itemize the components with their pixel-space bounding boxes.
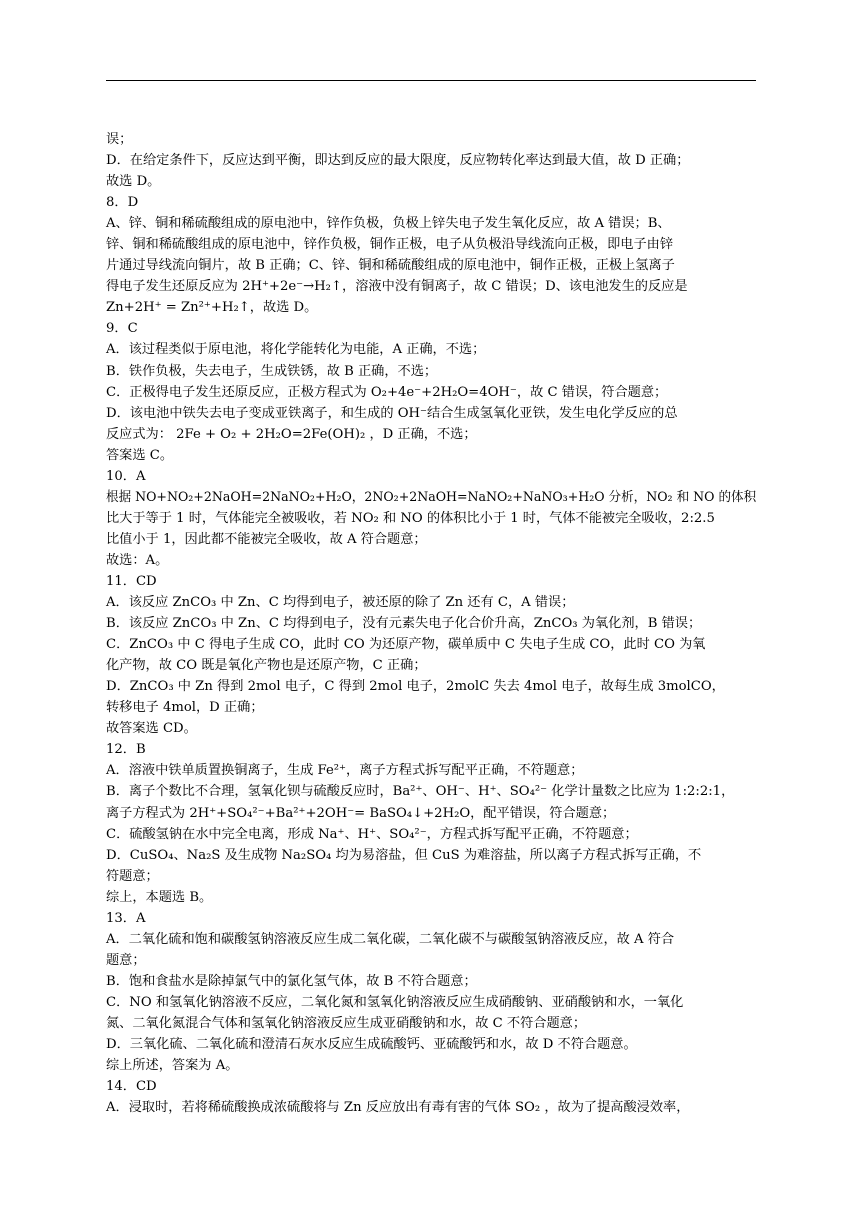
text-line: 离子方程式为 2H⁺+SO₄²⁻+Ba²⁺+2OH⁻= BaSO₄↓+2H₂O，配平错误，符合题意； — [106, 805, 616, 821]
answer-text-body — [106, 129, 756, 1118]
question-number: 8．D — [106, 195, 139, 211]
text-line: 综上，本题选 B。 — [106, 889, 213, 905]
text-line: 比大于等于 1 时，气体能完全被吸收，若 NO₂ 和 NO 的体积比小于 1 时，气体不能被完全吸收，2:2.5 — [106, 510, 715, 526]
text-line: D．三氧化硫、二氧化硫和澄清石灰水反应生成硫酸钙、亚硫酸钙和水，故 D 不符合题意。 — [106, 1037, 637, 1053]
question-number: 14．CD — [106, 1079, 157, 1095]
text-line: 比值小于 1，因此都不能被完全吸收，故 A 符合题意； — [106, 531, 427, 547]
text-line: D．ZnCO₃ 中 Zn 得到 2mol 电子，C 得到 2mol 电子，2molC 失去 4mol 电子，故每生成 3molCO， — [106, 679, 725, 695]
question-number: 10．A — [106, 468, 146, 484]
text-line: B．离子个数比不合理，氢氧化钡与硫酸反应时，Ba²⁺、OH⁻、H⁺、SO₄²⁻ 化学计量数之比应为 1:2:2:1， — [106, 784, 735, 800]
text-line: 符题意； — [106, 868, 159, 884]
text-line: 故选：A。 — [106, 552, 169, 568]
text-line: D．该电池中铁失去电子变成亚铁离子，和生成的 OH⁻结合生成氢氧化亚铁，发生电化学反应的总 — [106, 405, 678, 421]
text-line: B．该反应 ZnCO₃ 中 Zn、C 均得到电子，没有元素失电子化合价升高，ZnCO₃ 为氧化剂，B 错误； — [106, 616, 702, 632]
text-line: B．饱和食盐水是除掉氯气中的氯化氢气体，故 B 不符合题意； — [106, 973, 477, 989]
text-line: A．该过程类似于原电池，将化学能转化为电能，A 正确，不选； — [106, 342, 486, 358]
text-line: 片通过导线流向铜片，故 B 正确；C、锌、铜和稀硫酸组成的原电池中，铜作正极，正极上氢离子 — [106, 258, 675, 274]
text-line: C．NO 和氢氧化钠溶液不反应，二氧化氮和氢氧化钠溶液反应生成硝酸钠、亚硝酸钠和水，一氧化 — [106, 994, 684, 1010]
text-line: A．溶液中铁单质置换铜离子，生成 Fe²⁺，离子方程式拆写配平正确，不符题意； — [106, 763, 584, 779]
question-number: 11．CD — [106, 573, 157, 589]
question-number: 9．C — [106, 321, 138, 337]
question-number: 13．A — [106, 910, 146, 926]
text-line: 故选 D。 — [106, 174, 161, 190]
text-line: 故答案选 CD。 — [106, 721, 197, 737]
text-line: B．铁作负极，失去电子，生成铁锈，故 B 正确，不选； — [106, 363, 438, 379]
text-line: C．正极得电子发生还原反应，正极方程式为 O₂+4e⁻+2H₂O=4OH⁻，故 C 错误，符合题意； — [106, 384, 668, 400]
text-line: 综上所述，答案为 A。 — [106, 1058, 239, 1074]
text-line: D．CuSO₄、Na₂S 及生成物 Na₂SO₄ 均为易溶盐，但 CuS 为难溶盐，所以离子方程式拆写正确，不 — [106, 847, 702, 863]
text-line: 根据 NO+NO₂+2NaOH=2NaNO₂+H₂O，2NO₂+2NaOH=NaNO₂+NaNO₃+H₂O 分析，NO₂ 和 NO 的体积 — [106, 489, 757, 505]
text-line: A．该反应 ZnCO₃ 中 Zn、C 均得到电子，被还原的除了 Zn 还有 C，A 错误； — [106, 595, 575, 611]
text-line: 反应式为： 2Fe + O₂ + 2H₂O=2Fe(OH)₂ ，D 正确，不选； — [106, 426, 477, 442]
text-line: A．二氧化硫和饱和碳酸氢钠溶液反应生成二氧化碳，二氧化碳不与碳酸氢钠溶液反应，故 A 符合 — [106, 931, 675, 947]
text-line: C．ZnCO₃ 中 C 得电子生成 CO，此时 CO 为还原产物，碳单质中 C 失电子生成 CO，此时 CO 为氧 — [106, 637, 706, 653]
text-line: C．硫酸氢钠在水中完全电离，形成 Na⁺、H⁺、SO₄²⁻，方程式拆写配平正确，不符题意； — [106, 826, 638, 842]
text-line: 化产物，故 CO 既是氧化产物也是还原产物，C 正确； — [106, 658, 427, 674]
text-line: 题意； — [106, 952, 146, 968]
question-number: 12．B — [106, 742, 146, 758]
text-line: 转移电子 4mol，D 正确； — [106, 700, 264, 716]
text-line: 得电子发生还原反应为 2H⁺+2e⁻→H₂↑，溶液中没有铜离子，故 C 错误；D、该电池发生的反应是 — [106, 279, 688, 295]
text-line: D．在给定条件下，反应达到平衡，即达到反应的最大限度，反应物转化率达到最大值，故 D 正确； — [106, 153, 690, 169]
text-line: A、锌、铜和稀硫酸组成的原电池中，锌作负极，负极上锌失电子发生氧化反应，故 A 错误；B、 — [106, 216, 671, 232]
header-rule — [106, 80, 756, 81]
text-line: Zn+2H⁺ = Zn²⁺+H₂↑，故选 D。 — [106, 300, 318, 316]
text-line: 氮、二氧化氮混合气体和氢氧化钠溶液反应生成亚硝酸钠和水，故 C 不符合题意； — [106, 1015, 587, 1031]
text-line: 锌、铜和稀硫酸组成的原电池中，锌作负极，铜作正极，电子从负极沿导线流向正极，即电子由锌 — [106, 237, 674, 253]
text-line: A．浸取时，若将稀硫酸换成浓硫酸将与 Zn 反应放出有毒有害的气体 SO₂ ，故为了提高酸浸效率， — [106, 1100, 690, 1116]
text-line: 答案选 C。 — [106, 447, 174, 463]
text-line: 误； — [106, 132, 133, 147]
